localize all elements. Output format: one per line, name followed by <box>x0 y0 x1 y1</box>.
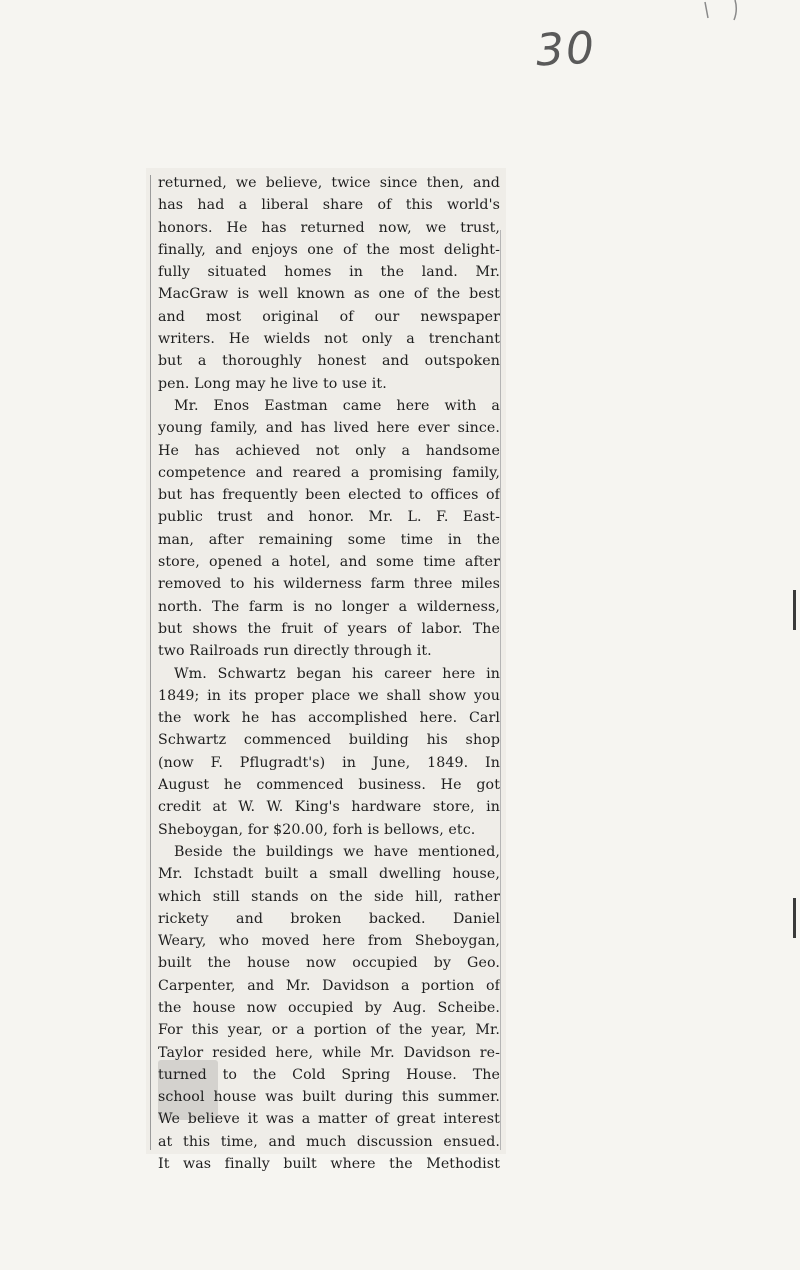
article-line: Schwartz commenced building his shop <box>158 732 500 749</box>
article-text <box>158 172 500 1175</box>
article-line: Weary, who moved here from Sheboygan, <box>158 933 500 950</box>
right-edge-mark <box>792 898 798 938</box>
article-line: but a thoroughly honest and outspoken <box>158 353 500 370</box>
article-line: but shows the fruit of years of labor. The <box>158 620 500 637</box>
article-line: credit at W. W. King's hardware store, in <box>158 799 500 816</box>
article-line: writers. He wields not only a trenchant <box>158 331 500 348</box>
article-line: Carpenter, and Mr. Davidson a portion of <box>158 977 500 994</box>
article-line: store, opened a hotel, and some time after <box>158 554 500 571</box>
article-line: finally, and enjoys one of the most delight- <box>158 241 500 258</box>
article-line: school house was built during this summer. <box>158 1089 500 1106</box>
article-line: 1849; in its proper place we shall show you <box>158 687 500 704</box>
article-line: north. The farm is no longer a wilderness, <box>158 598 500 615</box>
paragraph-start: Wm. Schwartz began his career here in <box>174 665 500 682</box>
article-line: MacGraw is well known as one of the best <box>158 286 500 303</box>
article-line: pen. Long may he live to use it. <box>158 375 387 392</box>
article-line: has had a liberal share of this world's <box>158 197 500 214</box>
article-line: honors. He has returned now, we trust, <box>158 219 500 236</box>
article-line: rickety and broken backed. Daniel <box>158 910 500 927</box>
article-line: two Railroads run directly through it. <box>158 643 432 660</box>
article-line: but has frequently been elected to offices of <box>158 487 500 504</box>
article-line: August he commenced business. He got <box>158 777 500 794</box>
clipping-right-edge <box>500 230 501 1150</box>
article-line: public trust and honor. Mr. L. F. East- <box>158 509 500 526</box>
article-line: He has achieved not only a handsome <box>158 442 500 459</box>
article-line: Sheboygan, for $20.00, forh is bellows, etc. <box>158 821 476 838</box>
article-line: built the house now occupied by Geo. <box>158 955 500 972</box>
article-line: For this year, or a portion of the year, Mr. <box>158 1022 500 1039</box>
corner-pencil-mark <box>700 0 750 22</box>
article-line: removed to his wilderness farm three miles <box>158 576 500 593</box>
article-line: It was finally built where the Methodist <box>158 1156 500 1173</box>
article-line: which still stands on the side hill, rather <box>158 888 500 905</box>
page-number: 30 <box>534 22 598 77</box>
article-line: returned, we believe, twice since then, and <box>158 175 500 191</box>
article-line: young family, and has lived here ever since. <box>158 420 500 437</box>
article-line: at this time, and much discussion ensued. <box>158 1133 500 1150</box>
article-line: Taylor resided here, while Mr. Davidson re- <box>158 1044 500 1061</box>
article-line: We believe it was a matter of great interest <box>158 1111 500 1128</box>
clipping-left-edge <box>150 175 151 1150</box>
article-line: turned to the Cold Spring House. The <box>158 1066 500 1083</box>
article-line: (now F. Pflugradt's) in June, 1849. In <box>158 754 500 771</box>
article-line: fully situated homes in the land. Mr. <box>158 264 500 281</box>
article-line: the house now occupied by Aug. Scheibe. <box>158 999 500 1016</box>
right-edge-mark <box>792 590 798 630</box>
paragraph-start: Mr. Enos Eastman came here with a <box>174 397 500 414</box>
paragraph-start: Beside the buildings we have mentioned, <box>174 843 500 860</box>
article-line: man, after remaining some time in the <box>158 531 500 548</box>
article-line: competence and reared a promising family, <box>158 464 500 481</box>
article-line: the work he has accomplished here. Carl <box>158 710 500 727</box>
article-line: Mr. Ichstadt built a small dwelling house, <box>158 866 500 883</box>
article-line: and most original of our newspaper <box>158 308 500 325</box>
